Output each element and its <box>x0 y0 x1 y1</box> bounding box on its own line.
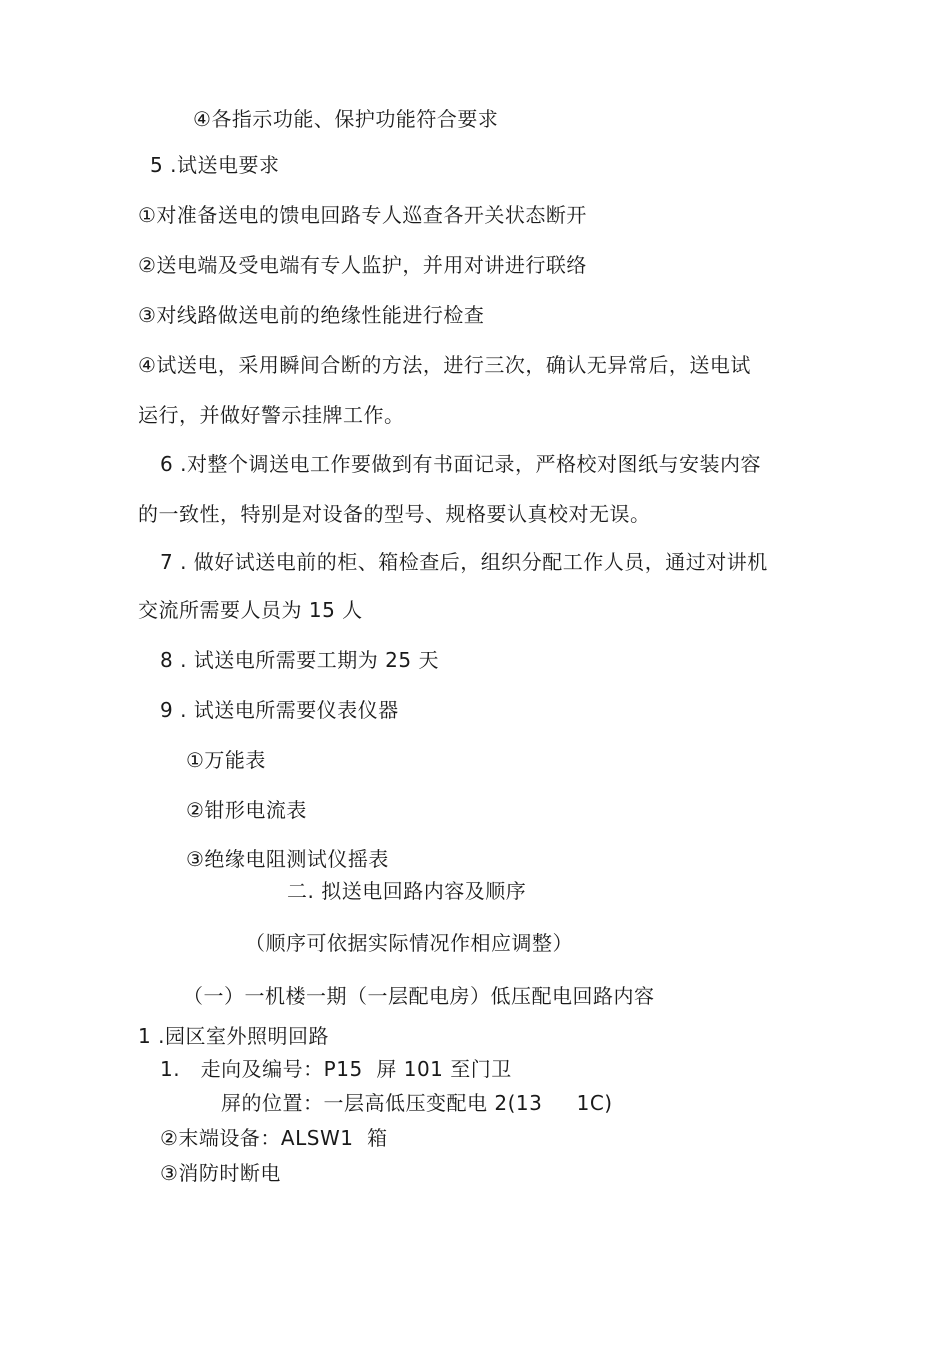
list-item: ②钳形电流表 <box>186 798 307 822</box>
text-line: ②送电端及受电端有专人监护，并用对讲进行联络 <box>138 253 587 277</box>
list-item: ①万能表 <box>186 748 266 772</box>
text-line: 7 . 做好试送电前的柜、箱检查后，组织分配工作人员，通过对讲机 <box>160 550 768 574</box>
section-heading: 5 .试送电要求 <box>150 153 280 177</box>
text-line: 运行，并做好警示挂牌工作。 <box>138 403 405 427</box>
text-line: 8 . 试送电所需要工期为 25 天 <box>160 648 439 672</box>
text-line: ②末端设备：ALSW1 箱 <box>160 1126 388 1150</box>
item-heading: 1 .园区室外照明回路 <box>138 1024 329 1048</box>
text-line: 6 .对整个调送电工作要做到有书面记录，严格校对图纸与安装内容 <box>160 452 761 476</box>
text-line: 1. 走向及编号：P15 屏 101 至门卫 <box>160 1057 512 1081</box>
chapter-heading: 二. 拟送电回路内容及顺序 <box>287 879 527 903</box>
subtitle-note: （顺序可依据实际情况作相应调整） <box>245 931 573 955</box>
text-line: ①对准备送电的馈电回路专人巡查各开关状态断开 <box>138 203 587 227</box>
text-line: 屏的位置：一层高低压变配电 2(13 1C) <box>221 1091 613 1115</box>
text-line: ④各指示功能、保护功能符合要求 <box>193 107 499 131</box>
text-line: 9 . 试送电所需要仪表仪器 <box>160 698 399 722</box>
text-line: ④试送电，采用瞬间合断的方法，进行三次，确认无异常后，送电试 <box>138 353 751 377</box>
list-item: ③绝缘电阻测试仪摇表 <box>186 847 389 871</box>
text-line: 交流所需要人员为 15 人 <box>138 598 363 622</box>
text-line: ③消防时断电 <box>160 1161 281 1185</box>
text-line: 的一致性，特别是对设备的型号、规格要认真校对无误。 <box>138 502 651 526</box>
text-line: ③对线路做送电前的绝缘性能进行检查 <box>138 303 485 327</box>
subsection-heading: （一）一机楼一期（一层配电房）低压配电回路内容 <box>183 984 655 1008</box>
